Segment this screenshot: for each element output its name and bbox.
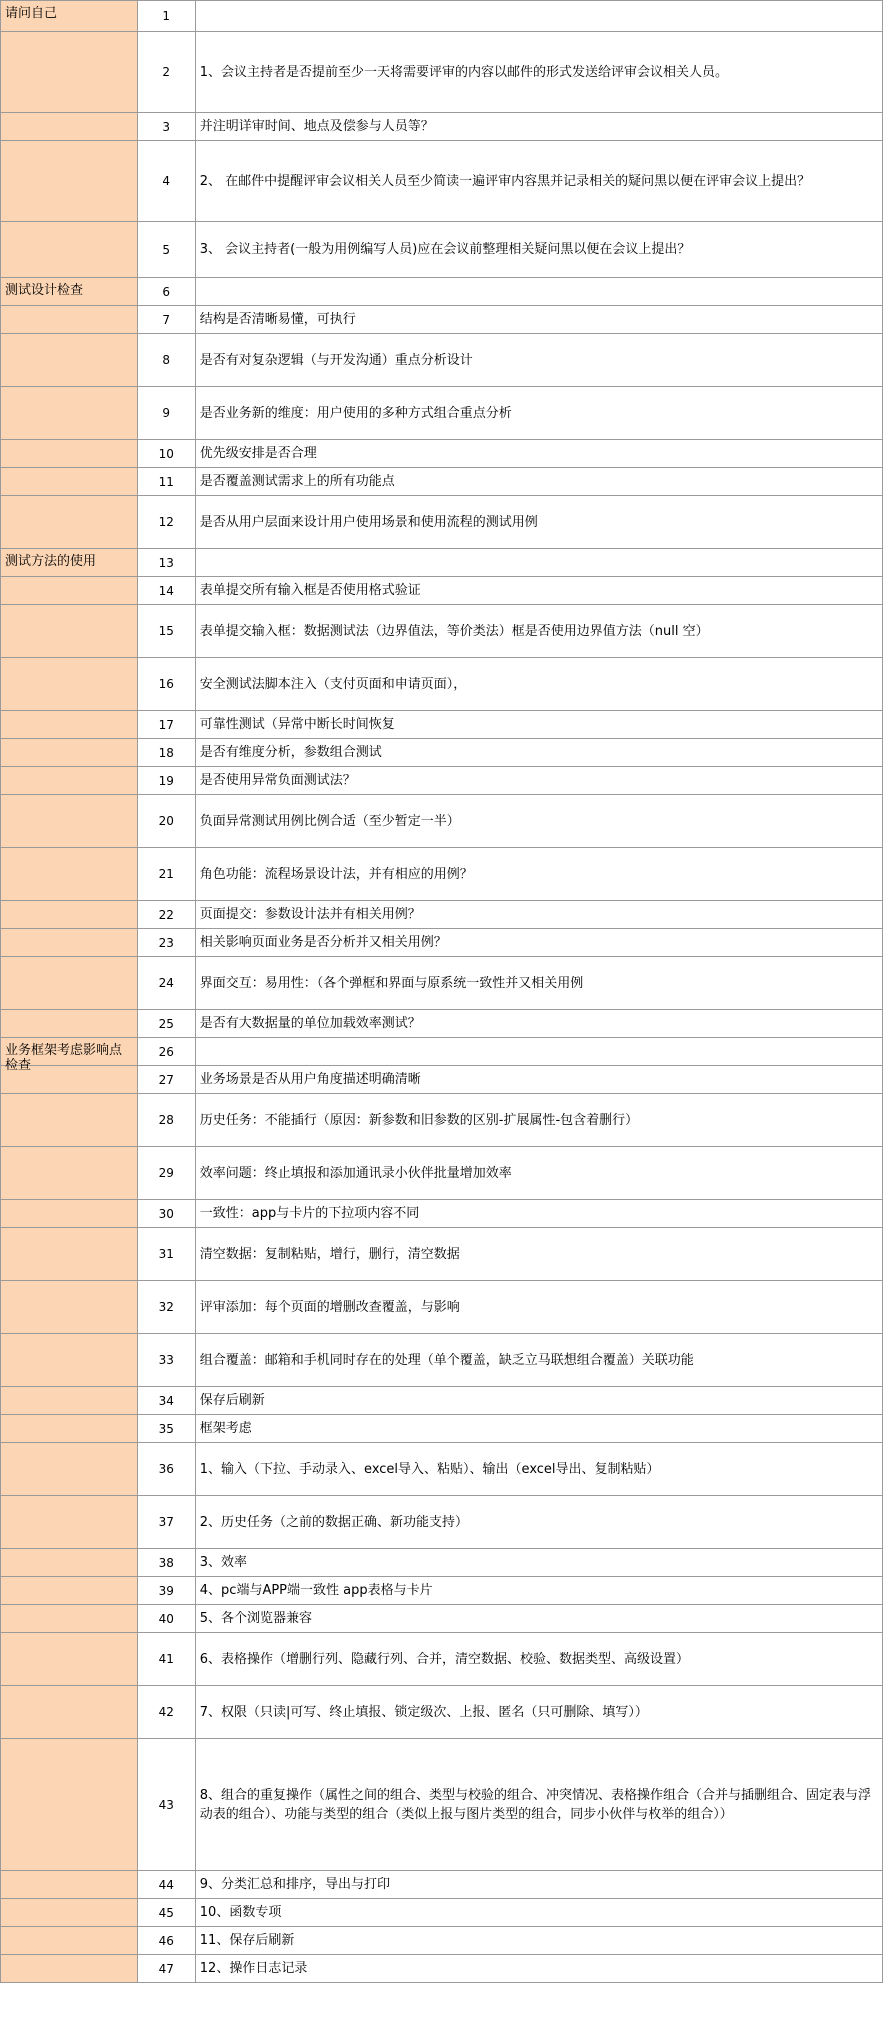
check-item-cell[interactable]: 2、 在邮件中提醒评审会议相关人员至少简读一遍评审内容黒并记录相关的疑问黒以便在评审会议上提出？ [195,141,882,222]
check-item-cell[interactable]: 表单提交输入框：数据测试法（边界值法，等价类法）框是否使用边界值方法（null 空） [195,605,882,658]
table-row [1,1094,883,1147]
table-row [1,795,883,848]
category-cell[interactable] [1,334,138,387]
row-number-cell[interactable]: 4 [137,141,195,222]
table-row [1,1739,883,1871]
category-cell[interactable] [1,1955,138,1983]
table-row [1,113,883,141]
check-item-cell[interactable]: 3、效率 [195,1549,882,1577]
row-number-cell[interactable]: 13 [137,549,195,577]
check-item-cell[interactable] [195,549,882,577]
table-row [1,901,883,929]
category-cell[interactable] [1,278,138,306]
row-number-cell[interactable]: 45 [137,1899,195,1927]
row-number-cell[interactable]: 42 [137,1686,195,1739]
category-cell[interactable] [1,1228,138,1281]
category-cell[interactable] [1,1,138,32]
row-number-cell[interactable]: 10 [137,440,195,468]
check-item-cell[interactable]: 是否从用户层面来设计用户使用场景和使用流程的测试用例 [195,496,882,549]
row-number-cell[interactable]: 12 [137,496,195,549]
table-row [1,1228,883,1281]
check-item-cell[interactable]: 优先级安排是否合理 [195,440,882,468]
row-number-cell[interactable]: 28 [137,1094,195,1147]
check-item-cell[interactable]: 12、操作日志记录 [195,1955,882,1983]
table-row [1,1281,883,1334]
check-item-cell[interactable]: 可靠性测试（异常中断长时间恢复 [195,711,882,739]
table-row [1,1927,883,1955]
check-item-cell[interactable]: 10、函数专项 [195,1899,882,1927]
category-cell[interactable] [1,113,138,141]
check-item-cell[interactable]: 是否覆盖测试需求上的所有功能点 [195,468,882,496]
table-row [1,1549,883,1577]
row-number-cell[interactable]: 21 [137,848,195,901]
table-row [1,1605,883,1633]
table-row [1,1010,883,1038]
category-cell[interactable] [1,767,138,795]
row-number-cell[interactable]: 34 [137,1387,195,1415]
row-number-cell[interactable]: 44 [137,1871,195,1899]
row-number-cell[interactable]: 14 [137,577,195,605]
category-cell[interactable] [1,957,138,1010]
table-row [1,711,883,739]
category-cell[interactable] [1,1387,138,1415]
check-item-cell[interactable]: 9、分类汇总和排序，导出与打印 [195,1871,882,1899]
category-cell[interactable] [1,141,138,222]
row-number-cell[interactable]: 7 [137,306,195,334]
table-row [1,739,883,767]
check-item-cell[interactable]: 3、 会议主持者(一般为用例编写人员)应在会议前整理相关疑问黒以便在会议上提出？ [195,222,882,278]
category-cell[interactable] [1,1577,138,1605]
check-item-cell[interactable]: 历史任务：不能插行（原因：新参数和旧参数的区别-扩展属性-包含着删行） [195,1094,882,1147]
table-row [1,1496,883,1549]
check-item-cell[interactable]: 组合覆盖：邮箱和手机同时存在的处理（单个覆盖，缺乏立马联想组合覆盖）关联功能 [195,1334,882,1387]
table-row [1,1686,883,1739]
table-row [1,848,883,901]
check-item-cell[interactable]: 安全测试法脚本注入（支付页面和申请页面）， [195,658,882,711]
table-row [1,577,883,605]
check-item-cell[interactable]: 清空数据：复制粘贴，增行，删行，清空数据 [195,1228,882,1281]
category-cell[interactable] [1,549,138,577]
check-item-cell[interactable] [195,1,882,32]
table-row [1,440,883,468]
table-row [1,278,883,306]
table-row [1,1443,883,1496]
row-number-cell[interactable]: 43 [137,1739,195,1871]
check-item-cell[interactable]: 框架考虑 [195,1415,882,1443]
check-item-cell[interactable]: 一致性：app与卡片的下拉项内容不同 [195,1200,882,1228]
check-item-cell[interactable]: 负面异常测试用例比例合适（至少暂定一半） [195,795,882,848]
table-row [1,222,883,278]
check-item-cell[interactable]: 保存后刷新 [195,1387,882,1415]
category-cell[interactable] [1,1899,138,1927]
check-item-cell[interactable]: 角色功能：流程场景设计法，并有相应的用例？ [195,848,882,901]
row-number-cell[interactable]: 17 [137,711,195,739]
table-row [1,1633,883,1686]
row-number-cell[interactable]: 26 [137,1038,195,1066]
check-item-cell[interactable]: 7、权限（只读|可写、终止填报、锁定级次、上报、匿名（只可删除、填写）） [195,1686,882,1739]
table-row [1,1871,883,1899]
row-number-cell[interactable]: 25 [137,1010,195,1038]
table-row [1,496,883,549]
category-cell[interactable] [1,1415,138,1443]
check-item-cell[interactable]: 1、输入（下拉、手动录入、excel导入、粘贴）、输出（excel导出、复制粘贴） [195,1443,882,1496]
table-row [1,1200,883,1228]
row-number-cell[interactable]: 46 [137,1927,195,1955]
check-item-cell[interactable]: 并注明详审时间、地点及偿参与人员等？ [195,113,882,141]
row-number-cell[interactable]: 11 [137,468,195,496]
row-number-cell[interactable]: 9 [137,387,195,440]
check-item-cell[interactable]: 1、会议主持者是否提前至少一天将需要评审的内容以邮件的形式发送给评审会议相关人员。 [195,32,882,113]
category-cell[interactable] [1,1739,138,1871]
category-cell[interactable] [1,496,138,549]
row-number-cell[interactable]: 29 [137,1147,195,1200]
table-row [1,929,883,957]
check-item-cell[interactable]: 4、pc端与APP端一致性 app表格与卡片 [195,1577,882,1605]
category-cell[interactable] [1,1038,138,1073]
row-number-cell[interactable]: 31 [137,1228,195,1281]
category-label: 测试方法的使用 [5,554,97,569]
check-item-cell[interactable]: 是否有维度分析，参数组合测试 [195,739,882,767]
category-cell[interactable] [1,387,138,440]
check-item-cell[interactable]: 效率问题：终止填报和添加通讯录小伙伴批量增加效率 [195,1147,882,1200]
category-cell[interactable] [1,1927,138,1955]
category-cell[interactable] [1,1549,138,1577]
check-item-cell[interactable]: 是否业务新的维度：用户使用的多种方式组合重点分析 [195,387,882,440]
table-row [1,32,883,113]
check-item-cell[interactable]: 6、表格操作（增删行列、隐藏行列、合并，清空数据、校验、数据类型、高级设置） [195,1633,882,1686]
row-number-cell[interactable]: 18 [137,739,195,767]
category-cell[interactable] [1,577,138,605]
check-item-cell[interactable]: 结构是否清晰易懂，可执行 [195,306,882,334]
category-cell[interactable] [1,222,138,278]
table-row [1,1899,883,1927]
category-cell[interactable] [1,468,138,496]
row-number-cell[interactable]: 32 [137,1281,195,1334]
category-cell[interactable] [1,1686,138,1739]
check-item-cell[interactable]: 页面提交：参数设计法并有相关用例？ [195,901,882,929]
table-row [1,1147,883,1200]
table-row [1,767,883,795]
row-number-cell[interactable]: 1 [137,1,195,32]
category-cell[interactable] [1,739,138,767]
category-cell[interactable] [1,1443,138,1496]
row-number-cell[interactable]: 3 [137,113,195,141]
check-item-cell[interactable]: 评审添加：每个页面的增删改查覆盖，与影响 [195,1281,882,1334]
table-row [1,549,883,577]
category-cell[interactable] [1,32,138,113]
table-row [1,1,883,32]
category-cell[interactable] [1,848,138,901]
table-row [1,605,883,658]
row-number-cell[interactable]: 39 [137,1577,195,1605]
table-row [1,1415,883,1443]
check-item-cell[interactable]: 是否有对复杂逻辑（与开发沟通）重点分析设计 [195,334,882,387]
row-number-cell[interactable]: 41 [137,1633,195,1686]
category-cell[interactable] [1,1200,138,1228]
category-cell[interactable] [1,306,138,334]
category-cell[interactable] [1,1281,138,1334]
category-label: 请问自己 [5,6,58,21]
category-cell[interactable] [1,658,138,711]
category-cell[interactable] [1,1871,138,1899]
check-item-cell[interactable]: 业务场景是否从用户角度描述明确清晰 [195,1066,882,1094]
check-item-cell[interactable] [195,1038,882,1066]
category-cell[interactable] [1,711,138,739]
check-item-cell[interactable]: 8、组合的重复操作（属性之间的组合、类型与校验的组合、冲突情况、表格操作组合（合并与插删组合、固定表与浮动表的组合）、功能与类型的组合（类似上报与图片类型的组合，同步小伙伴与枚举的组合）） [195,1739,882,1871]
row-number-cell[interactable]: 20 [137,795,195,848]
category-cell[interactable] [1,440,138,468]
table-row [1,1038,883,1066]
check-item-cell[interactable]: 是否使用异常负面测试法？ [195,767,882,795]
check-item-cell[interactable]: 界面交互：易用性：（各个弹框和界面与原系统一致性并又相关用例 [195,957,882,1010]
category-cell[interactable] [1,1605,138,1633]
category-cell[interactable] [1,929,138,957]
row-number-cell[interactable]: 33 [137,1334,195,1387]
table-row [1,1066,883,1094]
row-number-cell[interactable]: 37 [137,1496,195,1549]
row-number-cell[interactable]: 22 [137,901,195,929]
category-cell[interactable] [1,1147,138,1200]
table-row [1,468,883,496]
table-row [1,957,883,1010]
row-number-cell[interactable]: 40 [137,1605,195,1633]
check-item-cell[interactable]: 表单提交所有输入框是否使用格式验证 [195,577,882,605]
table-row [1,1387,883,1415]
category-label: 业务框架考虑影响点检查 [5,1043,123,1073]
table-row [1,1955,883,1983]
row-number-cell[interactable]: 36 [137,1443,195,1496]
category-cell[interactable] [1,901,138,929]
sheet-body [1,1,883,1983]
check-item-cell[interactable]: 相关影响页面业务是否分析并又相关用例？ [195,929,882,957]
row-number-cell[interactable]: 23 [137,929,195,957]
row-number-cell[interactable]: 19 [137,767,195,795]
row-number-cell[interactable]: 38 [137,1549,195,1577]
category-cell[interactable] [1,605,138,658]
table-row [1,334,883,387]
row-number-cell[interactable]: 24 [137,957,195,1010]
row-number-cell[interactable]: 16 [137,658,195,711]
category-cell[interactable] [1,1094,138,1147]
row-number-cell[interactable]: 30 [137,1200,195,1228]
row-number-cell[interactable]: 27 [137,1066,195,1094]
category-cell[interactable] [1,1496,138,1549]
category-cell[interactable] [1,1633,138,1686]
row-number-cell[interactable]: 2 [137,32,195,113]
category-cell[interactable] [1,795,138,848]
row-number-cell[interactable]: 5 [137,222,195,278]
table-row [1,1334,883,1387]
check-item-cell[interactable] [195,278,882,306]
check-item-cell[interactable]: 5、各个浏览器兼容 [195,1605,882,1633]
category-cell[interactable] [1,1334,138,1387]
table-row [1,387,883,440]
row-number-cell[interactable]: 35 [137,1415,195,1443]
table-row [1,658,883,711]
check-item-cell[interactable]: 11、保存后刷新 [195,1927,882,1955]
row-number-cell[interactable]: 6 [137,278,195,306]
table-row [1,306,883,334]
check-item-cell[interactable]: 是否有大数据量的单位加载效率测试？ [195,1010,882,1038]
check-item-cell[interactable]: 2、历史任务（之前的数据正确、新功能支持） [195,1496,882,1549]
category-cell[interactable] [1,1010,138,1038]
row-number-cell[interactable]: 47 [137,1955,195,1983]
table-row [1,141,883,222]
row-number-cell[interactable]: 8 [137,334,195,387]
table-row [1,1577,883,1605]
category-label: 测试设计检查 [5,283,84,298]
row-number-cell[interactable]: 15 [137,605,195,658]
